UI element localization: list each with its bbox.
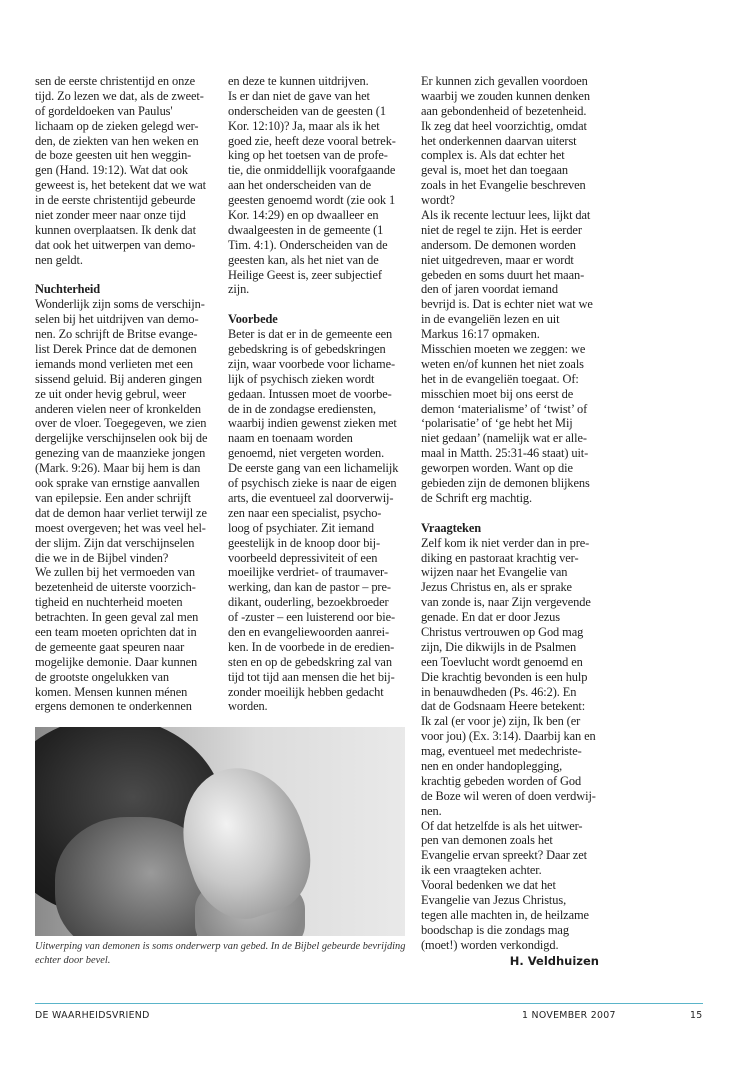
text-line: arts, die eventueel zal doorverwij- [228, 490, 394, 505]
page-number: 15 [690, 1010, 703, 1021]
text-line: in benauwdheden (Ps. 46:2). En [421, 684, 577, 699]
text-line: niet gedaan’ (namelijk wat er alle- [421, 431, 587, 446]
text-line: ze uit onder hevig gebrul, weer [35, 386, 187, 401]
text-line: waarbij we zouden kunnen denken [421, 88, 590, 103]
text-line: geesten kan, als het niet van de [228, 252, 379, 267]
photo-caption: Uitwerping van demonen is soms onderwerp van gebed. In de Bijbel gebeurde bevrijding echter door bevel. [35, 941, 406, 966]
text-line: bevrijd is. Dat is echter niet wat we [421, 297, 593, 312]
section-heading: Vraagteken [421, 520, 482, 535]
text-line: worden. [228, 699, 268, 714]
text-line: gen (Hand. 19:12). Wat dat ook [35, 163, 189, 178]
text-line: in de evangeliën lezen en uit [421, 312, 560, 327]
text-line: tijd tot tijd aan mensen die het bij- [228, 669, 395, 684]
text-line: tie, die onmiddellijk voorafgaande [228, 163, 396, 178]
text-line: mogelijke demonie. Daar kunnen [35, 654, 198, 669]
text-line: Is er dan niet de gave van het [228, 88, 370, 103]
text-line: list Derek Prince dat de demonen [35, 342, 197, 357]
text-line: misschien moet bij ons eerst de [421, 386, 574, 401]
text-line: goed zie, heeft deze vooral betrek- [228, 133, 396, 148]
text-line: geesten genoemd wordt (zie ook 1 [228, 193, 396, 208]
text-line: werking, dan kan de pastor – pre- [228, 580, 391, 595]
text-line: dat ook het uitwerpen van demo- [35, 237, 196, 252]
text-line: nen. Zo schrijft de Britse evange- [35, 327, 198, 342]
text-line: niet de regel te zijn. Het is eerder [421, 222, 582, 237]
text-line: ken. In de voorbede in de eredien- [228, 639, 395, 654]
text-line: gebeden en soms duurt het maan- [421, 267, 585, 282]
text-line: Heilige Geest is, zeer subjectief [228, 267, 382, 282]
article-column-3 [421, 74, 607, 969]
text-line: de grootste ongelukken van [35, 669, 170, 684]
text-line: sten en op de gebedskring zal van [228, 654, 392, 669]
text-line: voorbeeld depressiviteit of een [228, 550, 378, 565]
text-line: diking en pastoraat krachtig ver- [421, 550, 579, 565]
author-signature: H. Veldhuizen [509, 953, 599, 968]
text-line: geval is, moet het dan toegaan [421, 163, 569, 178]
text-line: sen de eerste christentijd en onze [35, 74, 196, 88]
text-line: de in de zondagse erediensten, [228, 401, 377, 416]
text-line: genade. En dat er door Jezus [421, 610, 560, 625]
text-line: ergens demonen te onderkennen [35, 699, 192, 714]
text-line: den, de ziekten van hen weken en [35, 133, 199, 148]
text-line: Die krachtig bevonden is een hulp [421, 669, 588, 684]
text-line: dwaalgeesten in de gemeente (1 [228, 222, 384, 237]
text-line: voor jou) (Ex. 3:14). Daarbij kan en [421, 729, 596, 744]
text-line: geworpen worden. Want op die [421, 461, 573, 476]
text-line: lijk of psychisch zieken wordt [228, 371, 375, 386]
text-line: Vooral bedenken we dat het [421, 878, 556, 893]
text-line: weten en/of kunnen het niet zoals [421, 356, 584, 371]
text-line: Of dat hetzelfde is als het uitwer- [421, 818, 583, 833]
text-line: Als ik recente lectuur lees, lijkt dat [421, 208, 591, 223]
text-line: tegen alle machten in, de heilzame [421, 907, 589, 922]
text-line: der slijm. Zijn dat verschijnselen [35, 535, 195, 550]
paragraph-gap [228, 297, 414, 312]
text-line: Jezus Christus en, als er sprake [421, 580, 572, 595]
text-line: Markus 16:17 opmaken. [421, 327, 540, 342]
text-line: gebedskring is of gebedskringen [228, 342, 386, 357]
text-line: Beter is dat er in de gemeente een [228, 327, 393, 342]
text-line: Evangelie van Jezus Christus, [421, 892, 567, 907]
paragraph-gap [35, 268, 221, 283]
text-line: naam en toenaam worden [228, 431, 353, 446]
text-line: De eerste gang van een lichamelijk [228, 461, 399, 476]
text-line: zijn. [228, 282, 250, 297]
text-line: maal in Matth. 25:31-46 staat) uit- [421, 446, 589, 461]
text-line: zen naar een specialist, psycho- [228, 505, 382, 520]
text-line: in de eerste christentijd gebeurde [35, 193, 196, 208]
text-line: gebieden zijn de demonen blijkens [421, 476, 590, 491]
text-line: een team moeten oprichten dat in [35, 624, 197, 639]
text-line: Ik zal (er voor je) zijn, Ik ben (er [421, 714, 581, 729]
text-line: tijd. Zo lezen we dat, als de zweet- [35, 88, 204, 103]
paragraph-gap [421, 506, 607, 521]
text-line: van epilepsie. Een ander schrijft [35, 490, 191, 505]
text-line: waarbij indien gewenst zieken met [228, 416, 397, 431]
text-line: krachtig gebeden worden of God [421, 773, 582, 788]
text-line: het in de evangeliën toegaat. Of: [421, 371, 579, 386]
text-line: of gordeldoeken van Paulus' [35, 103, 173, 118]
text-line: dergelijke verschijnselen ook bij de [35, 431, 208, 446]
section-heading: Nuchterheid [35, 282, 100, 297]
text-line: Zelf kom ik niet verder dan in pre- [421, 535, 590, 550]
photo-praying-child [35, 727, 405, 936]
text-line: de Boze wil weren of doen verdwij- [421, 788, 596, 803]
text-line: tigheid en nuchterheid moeten [35, 595, 183, 610]
text-line: de gemeente gaat speuren naar [35, 639, 185, 654]
text-line: mag, eventueel met medechriste- [421, 744, 582, 759]
text-line: van zonde is, naar Zijn vergevende [421, 595, 591, 610]
text-line: den en evangeliewoorden aanrei- [228, 624, 389, 639]
text-line: dikant, ouderling, bezoekbroeder [228, 595, 389, 610]
text-line: ik een vraagteken achter. [421, 863, 542, 878]
text-line: wordt? [421, 193, 455, 208]
text-line: lichaam op de zieken gelegd wer- [35, 118, 199, 133]
text-line: gedaan. Intussen moet de voorbe- [228, 386, 392, 401]
text-line: pen van demonen zoals het [421, 833, 553, 848]
text-line: aan het onderscheiden van de [228, 178, 372, 193]
text-line: onderscheiden van de geesten (1 [228, 103, 386, 118]
text-line: en deze te kunnen uitdrijven. [228, 74, 369, 88]
text-line: (moet!) worden verkondigd. [421, 937, 559, 952]
text-line: anderen vielen neer of kronkelden [35, 401, 201, 416]
text-line: een Toevlucht wordt genoemd en [421, 654, 583, 669]
text-line: niet zonder meer naar onze tijd [35, 208, 186, 223]
footer-publication: DE WAARHEIDSVRIEND [35, 1010, 150, 1021]
text-line: de Schrift erg machtig. [421, 490, 533, 505]
footer-rule [35, 1003, 703, 1004]
text-line: zoals in het Evangelie beschreven [421, 178, 586, 193]
footer-date: 1 NOVEMBER 2007 [522, 1010, 616, 1021]
text-line: nen en onder handoplegging, [421, 758, 563, 773]
text-line: over de vloer. Toegegeven, we zien [35, 416, 207, 431]
text-line: bezetenheid de uiterste voorzich- [35, 580, 196, 595]
text-line: Evangelie ervan spreekt? Daar zet [421, 848, 587, 863]
text-line: betrachten. In geen geval zal men [35, 610, 199, 625]
text-line: wijzen naar het Evangelie van [421, 565, 568, 580]
text-line: genezing van de maanzieke jongen [35, 446, 206, 461]
text-line: sissend geluid. Bij anderen gingen [35, 371, 202, 386]
text-line: demon ‘materialisme’ of ‘twist’ of [421, 401, 588, 416]
text-line: Tim. 4:1). Onderscheiden van de [228, 237, 388, 252]
text-line: geestelijk in de knoop door bij- [228, 535, 380, 550]
article-column-1 [35, 74, 221, 714]
text-line: zijn, Die dikwijls in de Psalmen [421, 639, 577, 654]
text-line: of -zuster – een luisterend oor bie- [228, 610, 396, 625]
text-line: andersom. De demonen worden [421, 237, 576, 252]
text-line: Ik zeg dat heel voorzichtig, omdat [421, 118, 587, 133]
text-line: dat de Godsnaam Heere betekent: [421, 699, 586, 714]
text-line: ook sprake van ernstige aanvallen [35, 476, 200, 491]
article-column-2 [228, 74, 414, 714]
text-line: aan gebondenheid of bezetenheid. [421, 103, 587, 118]
text-line: moest overgeven; het was veel hel- [35, 520, 206, 535]
text-line: loog of psychiater. Zit iemand [228, 520, 374, 535]
text-line: complex is. Als dat echter het [421, 148, 565, 163]
text-line: niet uitgedreven, maar er wordt [421, 252, 574, 267]
text-line: boodschap is die zondags mag [421, 922, 569, 937]
text-line: genoemd, niet vergeten worden. [228, 446, 385, 461]
text-line: Er kunnen zich gevallen voordoen [421, 74, 588, 88]
text-line: zijn, waar voorbede voor lichame- [228, 356, 395, 371]
text-line: komen. Mensen kunnen ménen [35, 684, 188, 699]
text-line: Misschien moeten we zeggen: we [421, 342, 586, 357]
text-line: king op het toetsen van de profe- [228, 148, 388, 163]
text-line: den of jaren voordat iemand [421, 282, 558, 297]
text-line: Kor. 14:29) en op dwaalleer en [228, 208, 379, 223]
text-line: (Mark. 9:26). Maar bij hem is dan [35, 461, 201, 476]
text-line: We zullen bij het vermoeden van [35, 565, 196, 580]
section-heading: Voorbede [228, 312, 278, 327]
text-line: geweest is, het betekent dat we wat [35, 178, 206, 193]
text-line: die we in de Bijbel vinden? [35, 550, 169, 565]
text-line: nen geldt. [35, 252, 83, 267]
text-line: iemands mond verlieten met een [35, 356, 194, 371]
text-line: selen bij het uitdrijven van demo- [35, 312, 199, 327]
text-line: dat de demon haar verliet terwijl ze [35, 505, 207, 520]
text-line: Christus vertrouwen op God mag [421, 624, 584, 639]
text-line: Kor. 12:10)? Ja, maar als ik het [228, 118, 380, 133]
text-line: moeilijke verdriet- of traumaver- [228, 565, 388, 580]
text-line: zonder moeilijk hebben gedacht [228, 684, 384, 699]
text-line: of psychisch zieke is naar de eigen [228, 476, 397, 491]
text-line: nen. [421, 803, 442, 818]
text-line: de boze geesten uit hen weggin- [35, 148, 192, 163]
text-line: kunnen overplaatsen. Ik denk dat [35, 222, 196, 237]
text-line: Wonderlijk zijn soms de verschijn- [35, 297, 205, 312]
text-line: ‘polarisatie’ of ‘ge hebt het Mij [421, 416, 573, 431]
text-line: het onderkennen daarvan uiterst [421, 133, 577, 148]
